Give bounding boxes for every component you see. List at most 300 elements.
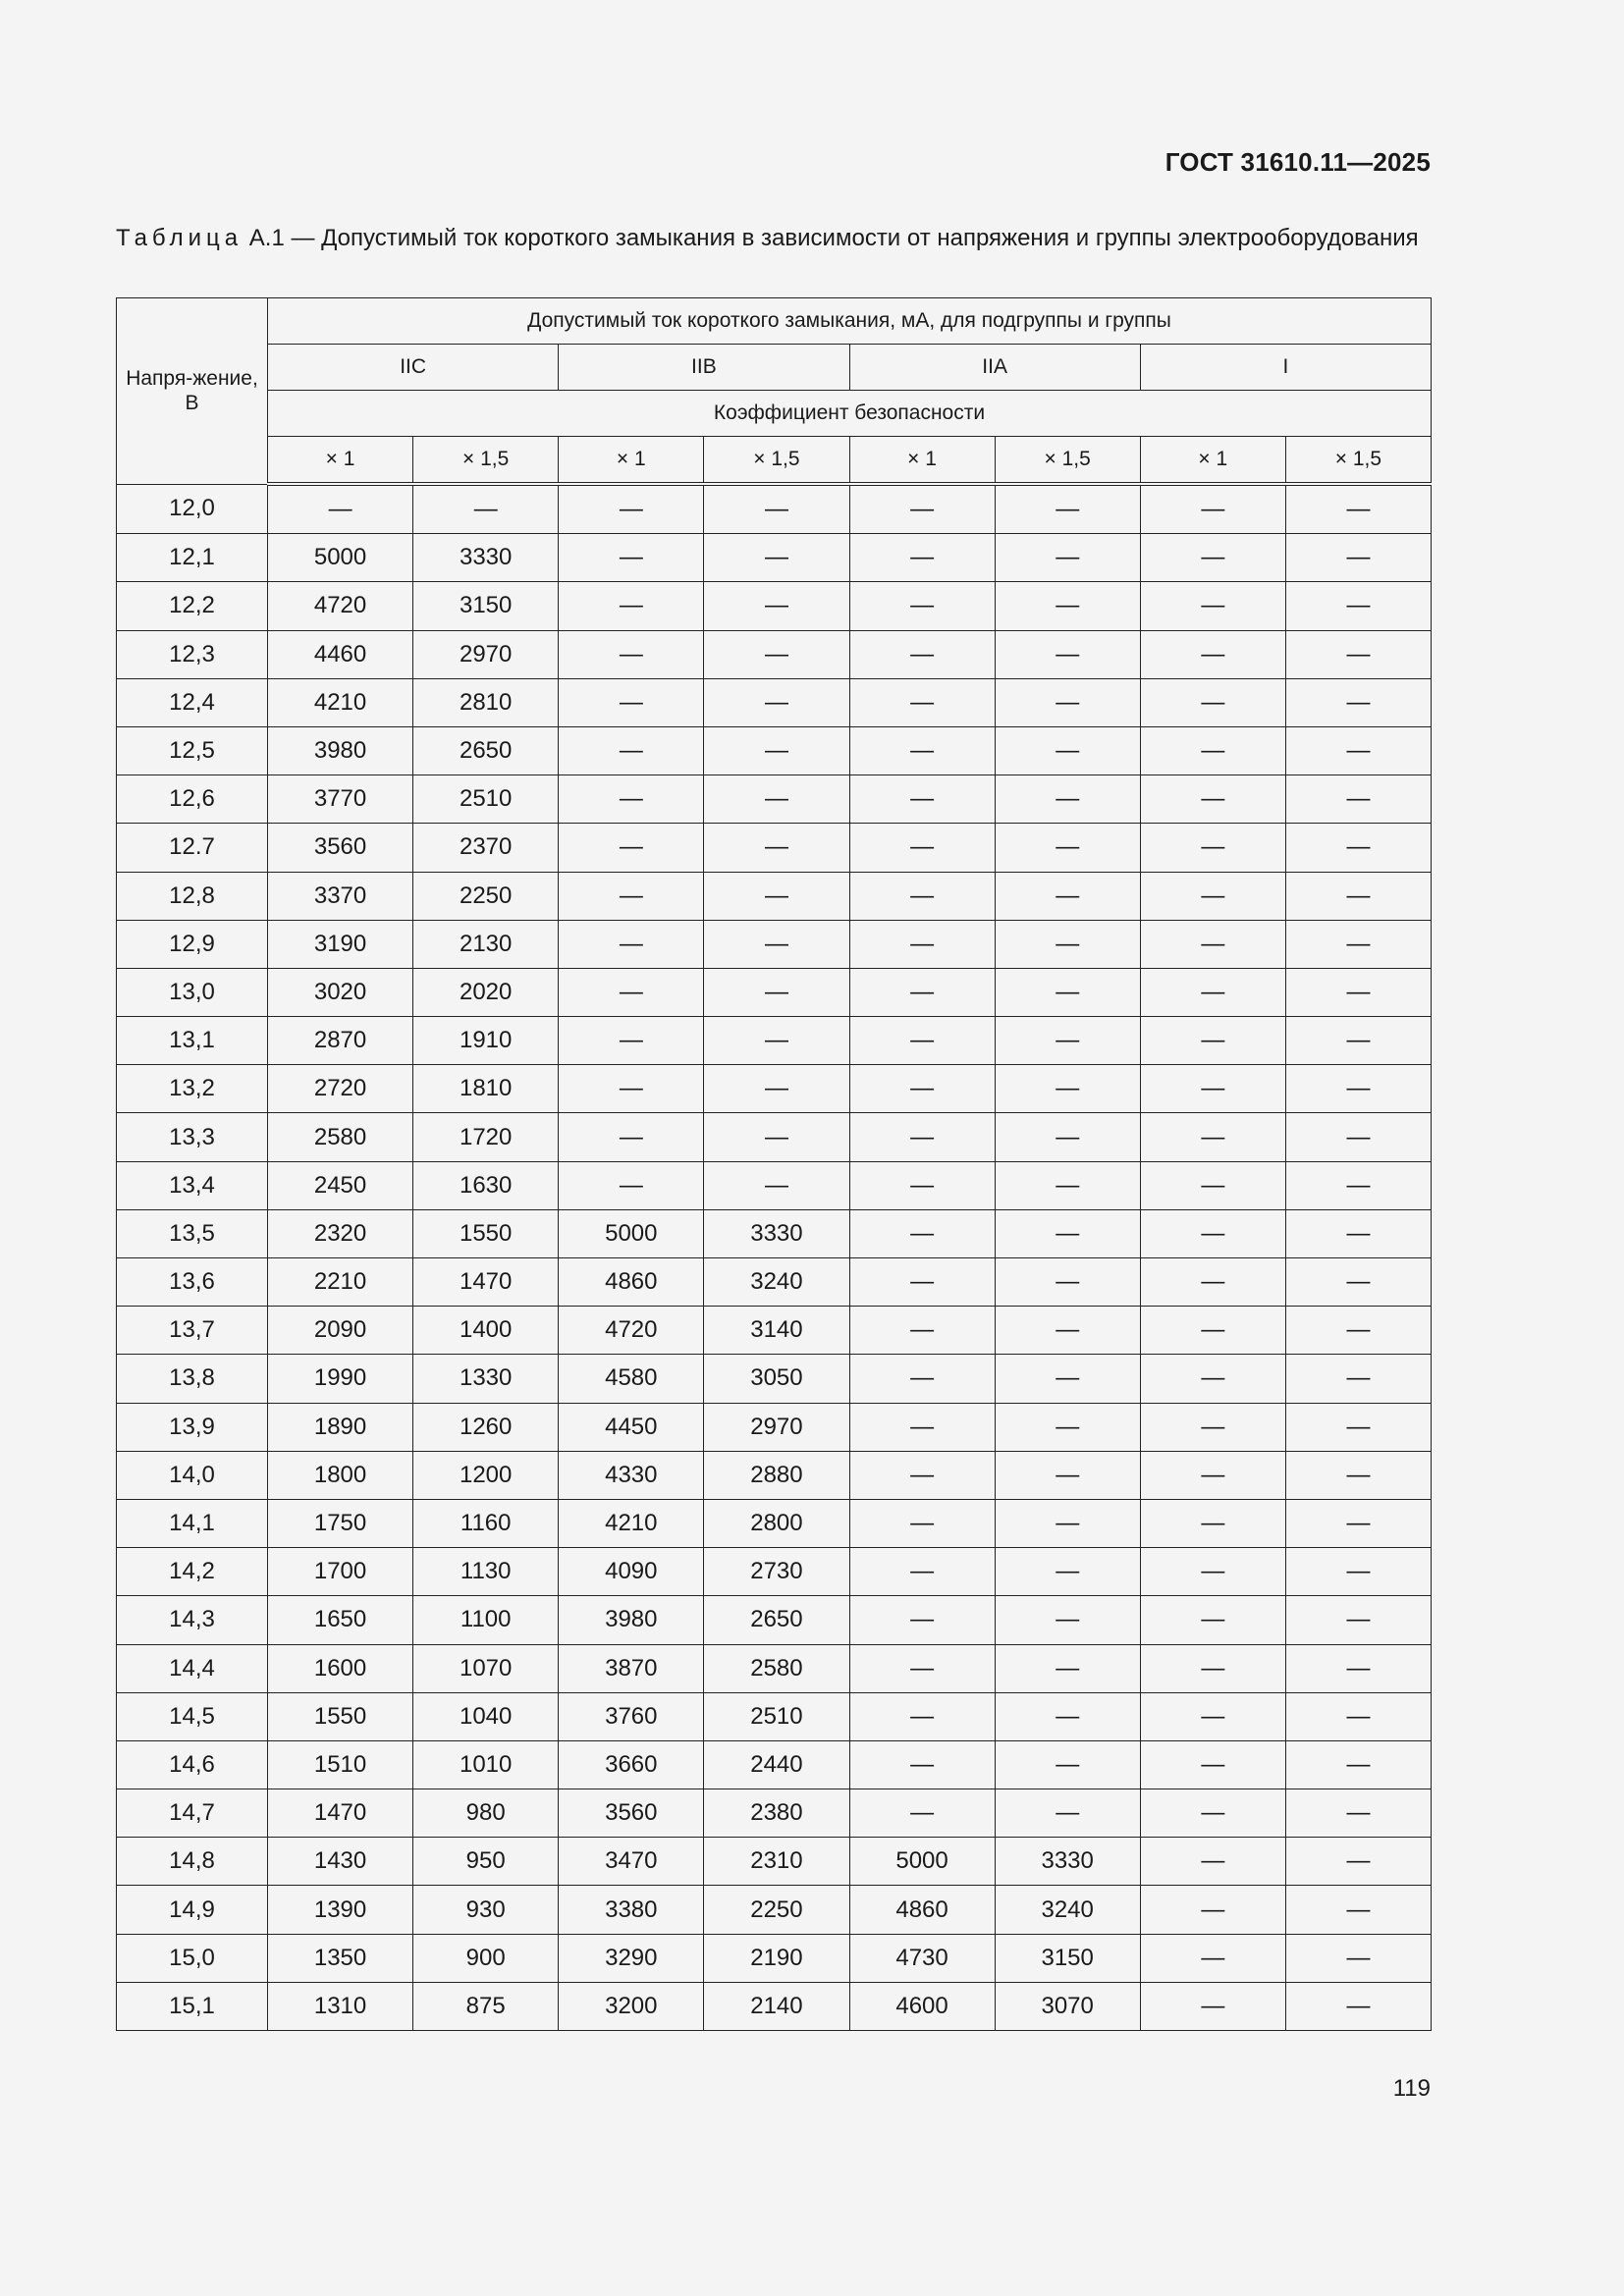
current-cell: —: [1285, 1065, 1431, 1113]
current-cell: —: [559, 726, 704, 774]
current-cell: 3370: [268, 872, 413, 920]
factor-header: × 1: [1140, 437, 1285, 485]
voltage-cell: 14,8: [117, 1838, 268, 1886]
current-cell: 875: [413, 1982, 559, 2030]
short-circuit-current-table: [116, 297, 1432, 2031]
voltage-cell: 13,9: [117, 1403, 268, 1451]
current-cell: 2450: [268, 1161, 413, 1209]
current-cell: —: [1285, 920, 1431, 968]
current-cell: 3470: [559, 1838, 704, 1886]
table-caption: [116, 224, 1432, 253]
group-header-row: [117, 345, 1432, 391]
table-row: [117, 582, 1432, 630]
table-row: [117, 1692, 1432, 1740]
current-cell: —: [559, 630, 704, 678]
current-cell: 2210: [268, 1258, 413, 1307]
voltage-cell: 12,1: [117, 534, 268, 582]
current-cell: 2190: [704, 1934, 849, 1982]
current-cell: —: [559, 678, 704, 726]
current-cell: —: [1140, 1307, 1285, 1355]
group-header-i: I: [1140, 345, 1431, 391]
current-cell: 2650: [704, 1596, 849, 1644]
current-cell: —: [1285, 630, 1431, 678]
current-cell: 3770: [268, 775, 413, 824]
current-cell: 3290: [559, 1934, 704, 1982]
table-row: [117, 920, 1432, 968]
current-cell: —: [849, 630, 995, 678]
current-cell: —: [849, 1740, 995, 1789]
current-cell: —: [1140, 484, 1285, 534]
table-caption-text: А.1 — Допустимый ток короткого замыкания в зависимости от напряжения и группы электрооборудования: [243, 225, 1419, 251]
current-cell: —: [1285, 1789, 1431, 1838]
current-cell: 3380: [559, 1886, 704, 1934]
current-cell: 1160: [413, 1499, 559, 1547]
voltage-cell: 13,0: [117, 968, 268, 1016]
table-row: [117, 1017, 1432, 1065]
current-cell: —: [1140, 920, 1285, 968]
current-cell: 3020: [268, 968, 413, 1016]
factor-header: × 1,5: [704, 437, 849, 485]
table-row: [117, 1161, 1432, 1209]
table-row: [117, 1113, 1432, 1161]
table-row: [117, 484, 1432, 534]
table-header: [117, 298, 1432, 485]
current-cell: 1630: [413, 1161, 559, 1209]
current-cell: 4580: [559, 1355, 704, 1403]
current-cell: 2250: [413, 872, 559, 920]
table-row: [117, 1403, 1432, 1451]
current-cell: —: [849, 920, 995, 968]
current-cell: —: [995, 775, 1140, 824]
current-cell: —: [1140, 872, 1285, 920]
current-cell: 2970: [413, 630, 559, 678]
current-cell: 1720: [413, 1113, 559, 1161]
current-cell: —: [1285, 1644, 1431, 1692]
current-cell: —: [559, 534, 704, 582]
current-cell: —: [559, 484, 704, 534]
current-cell: 5000: [849, 1838, 995, 1886]
table-caption-label: Таблица: [116, 225, 244, 251]
current-cell: —: [995, 1355, 1140, 1403]
current-cell: —: [849, 1789, 995, 1838]
table-row: [117, 1065, 1432, 1113]
voltage-cell: 14,4: [117, 1644, 268, 1692]
current-cell: —: [1285, 1209, 1431, 1257]
current-cell: 1470: [268, 1789, 413, 1838]
current-cell: —: [995, 920, 1140, 968]
current-cell: 4210: [268, 678, 413, 726]
voltage-cell: 12,6: [117, 775, 268, 824]
current-cell: —: [1285, 726, 1431, 774]
current-cell: 2370: [413, 824, 559, 872]
factor-header: × 1,5: [413, 437, 559, 485]
voltage-cell: 14,3: [117, 1596, 268, 1644]
table-row: [117, 872, 1432, 920]
current-cell: —: [849, 775, 995, 824]
current-cell: 2970: [704, 1403, 849, 1451]
current-cell: —: [1140, 1548, 1285, 1596]
current-cell: 5000: [559, 1209, 704, 1257]
current-cell: —: [704, 484, 849, 534]
current-cell: —: [1285, 1740, 1431, 1789]
current-cell: 4330: [559, 1451, 704, 1499]
current-cell: —: [995, 1209, 1140, 1257]
current-cell: 1330: [413, 1355, 559, 1403]
current-cell: 1470: [413, 1258, 559, 1307]
voltage-cell: 12,0: [117, 484, 268, 534]
table-row: [117, 534, 1432, 582]
current-cell: —: [1140, 1596, 1285, 1644]
current-cell: —: [995, 1403, 1140, 1451]
voltage-cell: 12,4: [117, 678, 268, 726]
current-cell: —: [1140, 630, 1285, 678]
group-header-iic: IIC: [268, 345, 559, 391]
current-cell: —: [995, 1451, 1140, 1499]
voltage-cell: 14,9: [117, 1886, 268, 1934]
table-row: [117, 1934, 1432, 1982]
current-cell: —: [1140, 534, 1285, 582]
voltage-cell: 12,5: [117, 726, 268, 774]
current-cell: —: [849, 484, 995, 534]
current-cell: —: [1285, 1451, 1431, 1499]
current-cell: 930: [413, 1886, 559, 1934]
current-cell: 1200: [413, 1451, 559, 1499]
current-cell: 1390: [268, 1886, 413, 1934]
factor-header-row: [117, 437, 1432, 485]
current-cell: 1430: [268, 1838, 413, 1886]
current-cell: —: [849, 1692, 995, 1740]
current-cell: —: [1285, 1596, 1431, 1644]
current-cell: —: [1140, 726, 1285, 774]
current-cell: —: [1140, 1982, 1285, 2030]
voltage-column-header: Напря-жение, В: [117, 298, 268, 485]
current-cell: —: [995, 582, 1140, 630]
current-cell: —: [704, 968, 849, 1016]
current-cell: —: [268, 484, 413, 534]
current-cell: —: [849, 968, 995, 1016]
current-cell: 1260: [413, 1403, 559, 1451]
voltage-cell: 13,5: [117, 1209, 268, 1257]
current-cell: —: [995, 1644, 1140, 1692]
current-cell: —: [559, 775, 704, 824]
current-cell: —: [995, 1065, 1140, 1113]
current-cell: 1550: [413, 1209, 559, 1257]
current-cell: —: [704, 1017, 849, 1065]
current-cell: —: [1285, 582, 1431, 630]
current-cell: 2580: [268, 1113, 413, 1161]
current-cell: —: [1140, 1692, 1285, 1740]
table-row: [117, 1644, 1432, 1692]
current-cell: 1810: [413, 1065, 559, 1113]
factor-header: × 1,5: [1285, 437, 1431, 485]
current-cell: 3980: [268, 726, 413, 774]
voltage-cell: 14,2: [117, 1548, 268, 1596]
current-cell: —: [1285, 1403, 1431, 1451]
voltage-cell: 12,2: [117, 582, 268, 630]
current-cell: 3150: [995, 1934, 1140, 1982]
current-cell: —: [995, 1789, 1140, 1838]
voltage-cell: 12,3: [117, 630, 268, 678]
current-cell: —: [1285, 1499, 1431, 1547]
current-cell: 1400: [413, 1307, 559, 1355]
current-cell: —: [995, 534, 1140, 582]
factor-header: × 1,5: [995, 437, 1140, 485]
current-cell: 2320: [268, 1209, 413, 1257]
current-cell: —: [995, 1161, 1140, 1209]
current-cell: —: [849, 1596, 995, 1644]
current-cell: —: [849, 1403, 995, 1451]
table-row: [117, 1596, 1432, 1644]
current-cell: —: [995, 1692, 1140, 1740]
current-cell: —: [1285, 1692, 1431, 1740]
current-cell: —: [1285, 1886, 1431, 1934]
current-cell: 1510: [268, 1740, 413, 1789]
current-cell: —: [1285, 1161, 1431, 1209]
page-number: 119: [1392, 2075, 1431, 2102]
current-cell: 2510: [413, 775, 559, 824]
current-cell: —: [1140, 1065, 1285, 1113]
current-cell: 1700: [268, 1548, 413, 1596]
current-cell: —: [849, 1017, 995, 1065]
voltage-cell: 14,6: [117, 1740, 268, 1789]
table-row: [117, 1789, 1432, 1838]
current-cell: —: [1140, 582, 1285, 630]
voltage-cell: 14,1: [117, 1499, 268, 1547]
current-cell: 2880: [704, 1451, 849, 1499]
current-cell: —: [1285, 1934, 1431, 1982]
current-cell: —: [1285, 824, 1431, 872]
current-cell: 3330: [704, 1209, 849, 1257]
current-cell: 2510: [704, 1692, 849, 1740]
current-cell: 2090: [268, 1307, 413, 1355]
current-cell: —: [1285, 678, 1431, 726]
current-cell: —: [1140, 1355, 1285, 1403]
current-cell: 980: [413, 1789, 559, 1838]
current-cell: 4460: [268, 630, 413, 678]
current-cell: —: [1140, 1789, 1285, 1838]
current-cell: 2810: [413, 678, 559, 726]
current-cell: —: [849, 678, 995, 726]
current-cell: —: [1140, 1838, 1285, 1886]
current-cell: —: [995, 630, 1140, 678]
current-cell: —: [995, 872, 1140, 920]
current-cell: —: [1285, 534, 1431, 582]
current-cell: 4860: [559, 1258, 704, 1307]
voltage-cell: 13,3: [117, 1113, 268, 1161]
table-row: [117, 1548, 1432, 1596]
current-cell: 4090: [559, 1548, 704, 1596]
current-cell: —: [849, 1065, 995, 1113]
current-cell: 2140: [704, 1982, 849, 2030]
current-cell: 2800: [704, 1499, 849, 1547]
current-cell: 3560: [268, 824, 413, 872]
current-cell: 1010: [413, 1740, 559, 1789]
table-row: [117, 726, 1432, 774]
current-cell: —: [849, 1307, 995, 1355]
current-cell: —: [1285, 1017, 1431, 1065]
voltage-cell: 13,7: [117, 1307, 268, 1355]
current-cell: —: [704, 1161, 849, 1209]
current-cell: 3870: [559, 1644, 704, 1692]
current-cell: —: [1140, 1451, 1285, 1499]
current-cell: —: [1285, 1838, 1431, 1886]
current-cell: 2580: [704, 1644, 849, 1692]
current-cell: 2870: [268, 1017, 413, 1065]
current-cell: —: [1140, 968, 1285, 1016]
current-cell: —: [704, 582, 849, 630]
current-cell: —: [413, 484, 559, 534]
current-cell: 4730: [849, 1934, 995, 1982]
current-cell: —: [849, 872, 995, 920]
current-cell: 2650: [413, 726, 559, 774]
current-cell: —: [704, 678, 849, 726]
current-cell: —: [704, 534, 849, 582]
current-cell: 3190: [268, 920, 413, 968]
current-cell: —: [995, 1017, 1140, 1065]
table-row: [117, 630, 1432, 678]
current-cell: 4720: [559, 1307, 704, 1355]
current-cell: 1890: [268, 1403, 413, 1451]
table-row: [117, 1307, 1432, 1355]
table-row: [117, 1886, 1432, 1934]
current-cell: 1100: [413, 1596, 559, 1644]
voltage-cell: 14,5: [117, 1692, 268, 1740]
factor-header: × 1: [268, 437, 413, 485]
current-cell: —: [995, 968, 1140, 1016]
current-cell: 900: [413, 1934, 559, 1982]
current-cell: —: [1140, 1644, 1285, 1692]
table-body: [117, 484, 1432, 2031]
voltage-cell: 13,2: [117, 1065, 268, 1113]
group-header-iia: IIA: [849, 345, 1140, 391]
group-header-iib: IIB: [559, 345, 849, 391]
voltage-cell: 13,1: [117, 1017, 268, 1065]
voltage-cell: 13,4: [117, 1161, 268, 1209]
current-cell: —: [1285, 1307, 1431, 1355]
current-cell: —: [995, 484, 1140, 534]
current-cell: —: [704, 726, 849, 774]
current-cell: —: [1140, 678, 1285, 726]
current-cell: —: [1285, 1258, 1431, 1307]
current-cell: 1310: [268, 1982, 413, 2030]
factor-header: × 1: [849, 437, 995, 485]
voltage-cell: 13,6: [117, 1258, 268, 1307]
current-cell: —: [995, 1113, 1140, 1161]
current-cell: —: [559, 582, 704, 630]
current-cell: 1650: [268, 1596, 413, 1644]
current-cell: 2130: [413, 920, 559, 968]
current-cell: —: [1140, 1403, 1285, 1451]
current-cell: —: [1285, 1113, 1431, 1161]
current-cell: —: [1140, 824, 1285, 872]
current-cell: —: [1140, 1209, 1285, 1257]
current-cell: —: [559, 968, 704, 1016]
current-cell: —: [559, 824, 704, 872]
current-cell: 1800: [268, 1451, 413, 1499]
current-cell: 5000: [268, 534, 413, 582]
current-cell: 3050: [704, 1355, 849, 1403]
current-cell: 3140: [704, 1307, 849, 1355]
current-cell: —: [1285, 775, 1431, 824]
current-cell: —: [849, 726, 995, 774]
current-cell: —: [849, 1499, 995, 1547]
current-cell: —: [1140, 1258, 1285, 1307]
current-cell: —: [1140, 1113, 1285, 1161]
current-cell: —: [704, 920, 849, 968]
current-cell: —: [704, 872, 849, 920]
current-cell: 1550: [268, 1692, 413, 1740]
current-cell: —: [1140, 1161, 1285, 1209]
current-cell: 3330: [413, 534, 559, 582]
current-cell: —: [995, 1740, 1140, 1789]
current-cell: 1040: [413, 1692, 559, 1740]
table-row: [117, 1355, 1432, 1403]
table-row: [117, 775, 1432, 824]
current-cell: —: [995, 1596, 1140, 1644]
current-cell: 1750: [268, 1499, 413, 1547]
current-cell: 1990: [268, 1355, 413, 1403]
table-row: [117, 1258, 1432, 1307]
current-cell: —: [1140, 1017, 1285, 1065]
current-cell: 4450: [559, 1403, 704, 1451]
current-cell: —: [849, 1258, 995, 1307]
current-cell: —: [559, 1065, 704, 1113]
current-cell: —: [704, 824, 849, 872]
current-cell: 3560: [559, 1789, 704, 1838]
current-cell: 4720: [268, 582, 413, 630]
current-cell: 2440: [704, 1740, 849, 1789]
factor-header: × 1: [559, 437, 704, 485]
table-row: [117, 1209, 1432, 1257]
current-cell: 3980: [559, 1596, 704, 1644]
voltage-cell: 14,0: [117, 1451, 268, 1499]
current-cell: 3240: [995, 1886, 1140, 1934]
voltage-cell: 15,0: [117, 1934, 268, 1982]
voltage-cell: 14,7: [117, 1789, 268, 1838]
current-cell: —: [559, 920, 704, 968]
current-cell: —: [1140, 1934, 1285, 1982]
current-cell: —: [1285, 872, 1431, 920]
current-cell: 3150: [413, 582, 559, 630]
current-cell: 3660: [559, 1740, 704, 1789]
current-cell: 2720: [268, 1065, 413, 1113]
current-cell: —: [849, 1548, 995, 1596]
current-cell: —: [849, 1451, 995, 1499]
current-cell: —: [1285, 1548, 1431, 1596]
current-cell: —: [559, 1113, 704, 1161]
current-cell: —: [995, 678, 1140, 726]
current-cell: 1070: [413, 1644, 559, 1692]
table-row: [117, 1499, 1432, 1547]
current-cell: 4860: [849, 1886, 995, 1934]
current-cell: —: [849, 582, 995, 630]
current-cell: 3760: [559, 1692, 704, 1740]
current-cell: —: [849, 1355, 995, 1403]
current-cell: 950: [413, 1838, 559, 1886]
current-cell: —: [849, 1644, 995, 1692]
current-cell: —: [995, 726, 1140, 774]
current-cell: —: [559, 1017, 704, 1065]
current-cell: —: [704, 775, 849, 824]
current-cell: 2020: [413, 968, 559, 1016]
current-cell: —: [849, 1113, 995, 1161]
table-row: [117, 678, 1432, 726]
table-row: [117, 968, 1432, 1016]
current-cell: —: [704, 630, 849, 678]
current-cell: —: [1140, 1499, 1285, 1547]
current-cell: —: [849, 1209, 995, 1257]
current-cell: —: [1285, 1355, 1431, 1403]
